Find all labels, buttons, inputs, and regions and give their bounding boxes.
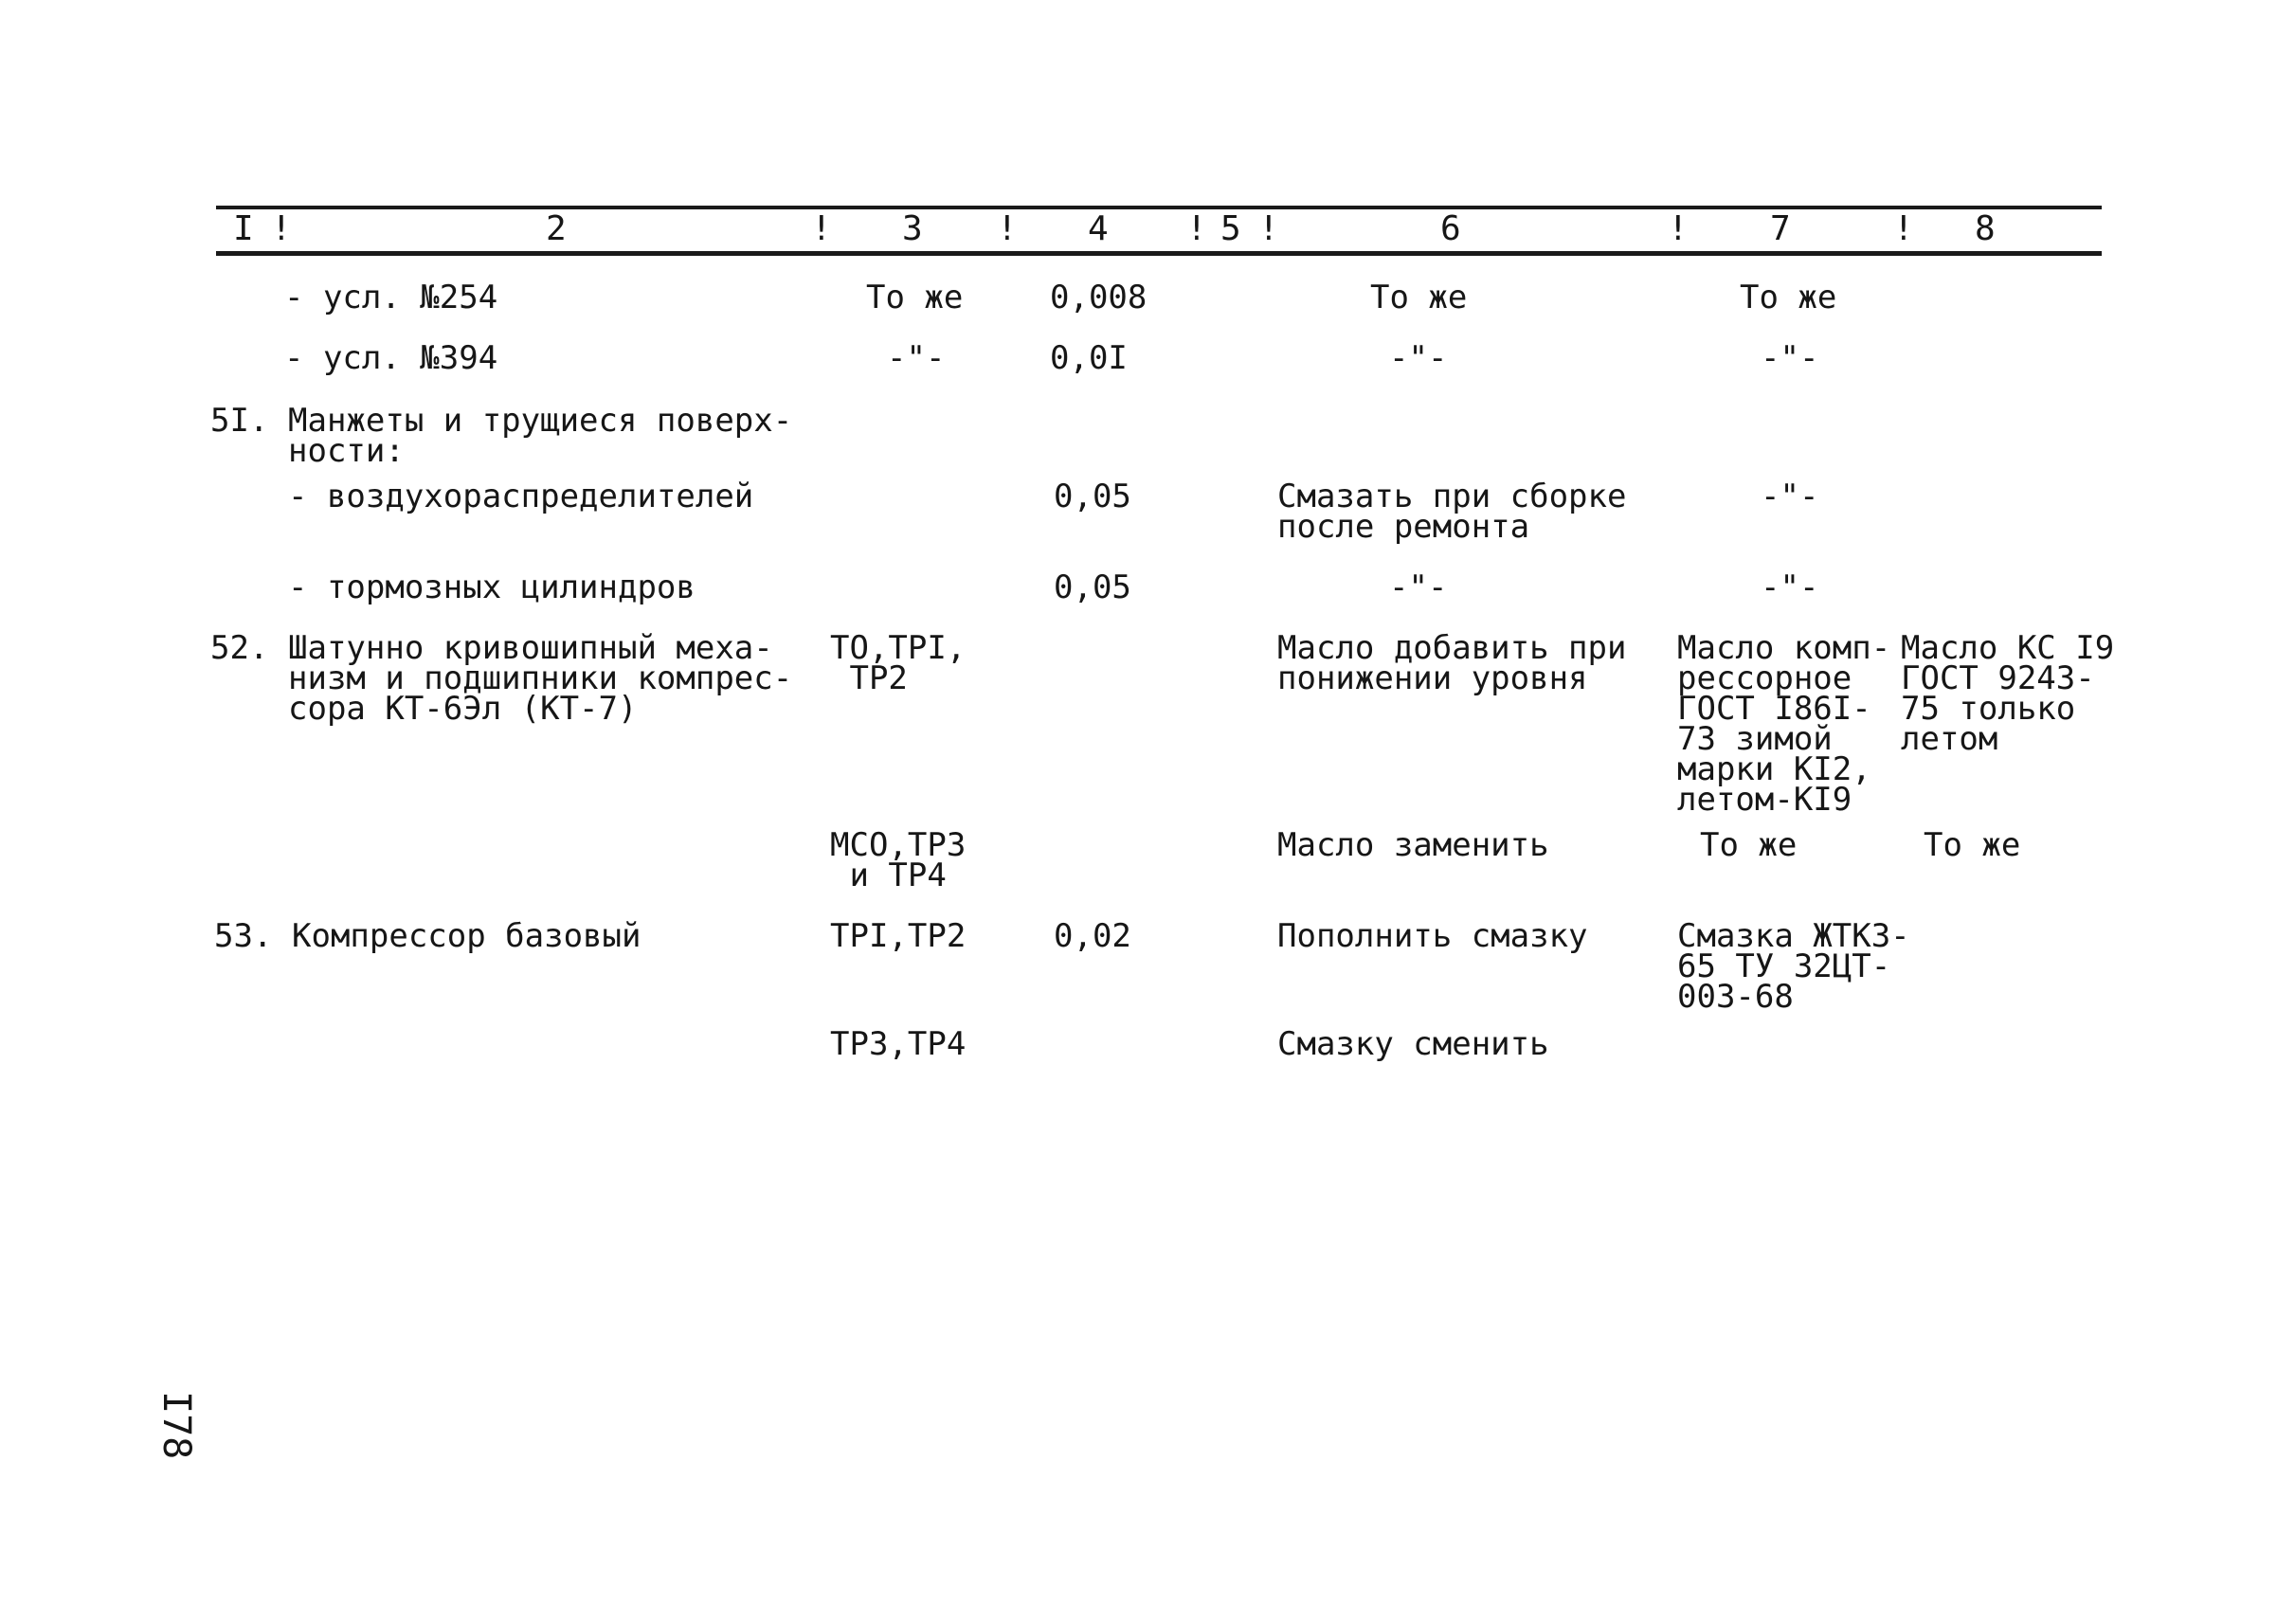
row8-quantity: 0,02	[1054, 917, 1131, 955]
row6-alternative: Масло КС I9 ГОСТ 9243- 75 только летом	[1901, 629, 2115, 758]
row4-name: - воздухораспределителей	[288, 478, 754, 515]
header-col-4: 4	[1088, 209, 1109, 248]
row1-maintenance: То же	[866, 279, 964, 316]
header-separator: !	[1186, 209, 1207, 248]
header-col-1: I	[233, 209, 254, 248]
row2-name: - усл. №394	[284, 339, 498, 377]
row3-name: Манжеты и трущиеся поверх- ности:	[288, 402, 793, 470]
row8-maintenance: ТРI,ТР2	[830, 917, 967, 955]
header-col-3: 3	[902, 209, 923, 248]
row7-alternative: То же	[1924, 826, 2021, 864]
row5-lubricant: -"-	[1761, 568, 1819, 606]
row8-number: 53.	[214, 917, 273, 955]
row4-instruction: Смазать при сборке после ремонта	[1277, 478, 1627, 546]
row6-maintenance: ТО,ТРI, ТР2	[830, 629, 967, 697]
header-separator: !	[997, 209, 1018, 248]
row1-quantity: 0,008	[1050, 279, 1148, 316]
row2-quantity: 0,0I	[1050, 339, 1128, 377]
row1-name: - усл. №254	[284, 279, 498, 316]
row2-lubricant: -"-	[1761, 339, 1819, 377]
header-separator: !	[271, 209, 292, 248]
header-separator: !	[1668, 209, 1689, 248]
row6-number: 52.	[210, 629, 269, 667]
row9-maintenance: ТР3,ТР4	[830, 1025, 967, 1063]
row8-lubricant: Смазка ЖТКЗ- 65 ТУ 32ЦТ- 003-68	[1677, 917, 1910, 1016]
row5-name: - тормозных цилиндров	[288, 568, 696, 606]
row2-maintenance: -"-	[887, 339, 946, 377]
row6-name: Шатунно кривошипный меха- низм и подшипники компрес- сора КТ-6Эл (КТ-7)	[288, 629, 793, 728]
row2-instruction: -"-	[1389, 339, 1448, 377]
header-separator: !	[1258, 209, 1279, 248]
header-col-8: 8	[1975, 209, 1996, 248]
row8-name: Компрессор базовый	[292, 917, 642, 955]
header-top-rule	[216, 206, 2102, 209]
header-col-2: 2	[546, 209, 567, 248]
row7-maintenance: МСО,ТР3 и ТР4	[830, 826, 967, 894]
header-col-7: 7	[1770, 209, 1791, 248]
row6-lubricant: Масло комп- рессорное ГОСТ I86I- 73 зимой марки КI2, летом-КI9	[1677, 629, 1891, 819]
row5-instruction: -"-	[1389, 568, 1448, 606]
header-separator: !	[811, 209, 832, 248]
row1-lubricant: То же	[1740, 279, 1837, 316]
row7-lubricant: То же	[1700, 826, 1798, 864]
row4-quantity: 0,05	[1054, 478, 1131, 515]
row4-lubricant: -"-	[1761, 478, 1819, 515]
row8-instruction: Пополнить смазку	[1277, 917, 1588, 955]
row9-instruction: Смазку сменить	[1277, 1025, 1549, 1063]
row3-number: 5I.	[210, 402, 269, 440]
header-bottom-rule	[216, 251, 2102, 256]
row6-instruction: Масло добавить при понижении уровня	[1277, 629, 1627, 697]
row7-instruction: Масло заменить	[1277, 826, 1549, 864]
page-number: I78	[154, 1391, 198, 1460]
row1-instruction: То же	[1370, 279, 1468, 316]
row5-quantity: 0,05	[1054, 568, 1131, 606]
header-col-5: 5	[1220, 209, 1241, 248]
header-col-6: 6	[1440, 209, 1461, 248]
header-separator: !	[1893, 209, 1914, 248]
